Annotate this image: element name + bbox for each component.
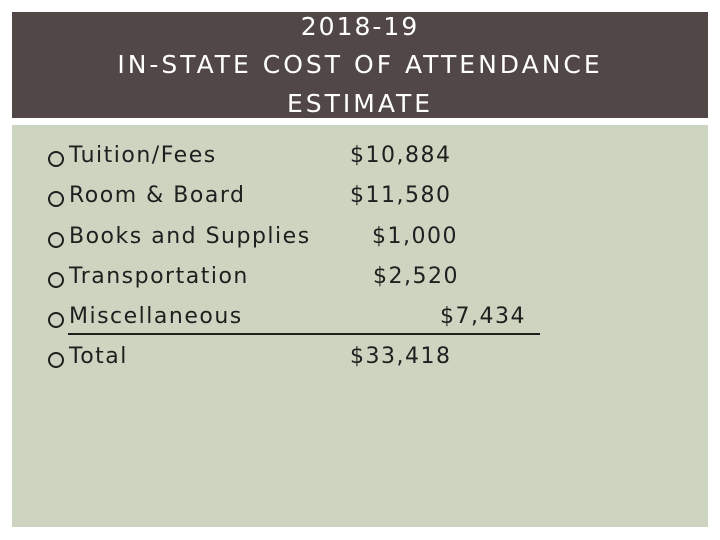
circle-bullet-icon xyxy=(48,151,64,167)
circle-bullet-icon xyxy=(48,272,64,288)
title-sub: ESTIMATE xyxy=(286,89,434,118)
circle-bullet-icon xyxy=(48,232,64,248)
item-label: Total xyxy=(69,344,128,369)
item-label: Miscellaneous xyxy=(69,304,243,329)
item-amount: $11,580 xyxy=(350,183,452,208)
item-amount: $7,434 xyxy=(440,304,526,329)
list-item-books-supplies xyxy=(12,224,708,258)
item-label: Transportation xyxy=(69,264,249,289)
list-item-tuition xyxy=(12,143,708,177)
item-amount: $1,000 xyxy=(372,224,458,249)
list-item-total xyxy=(12,344,708,378)
item-label: Tuition/Fees xyxy=(69,143,217,168)
circle-bullet-icon xyxy=(48,352,64,368)
cost-list xyxy=(12,125,708,527)
item-amount: $10,884 xyxy=(350,143,452,168)
circle-bullet-icon xyxy=(48,312,64,328)
circle-bullet-icon xyxy=(48,191,64,207)
item-amount: $33,418 xyxy=(350,344,452,369)
list-item-transportation xyxy=(12,264,708,298)
subtotal-rule xyxy=(68,333,540,335)
title-year: 2018-19 xyxy=(300,12,420,41)
list-item-room-board xyxy=(12,183,708,217)
item-amount: $2,520 xyxy=(373,264,459,289)
item-label: Books and Supplies xyxy=(69,224,311,249)
item-label: Room & Board xyxy=(69,183,246,208)
title-main: IN-STATE COST OF ATTENDANCE xyxy=(117,50,603,79)
title-bar xyxy=(12,12,708,118)
